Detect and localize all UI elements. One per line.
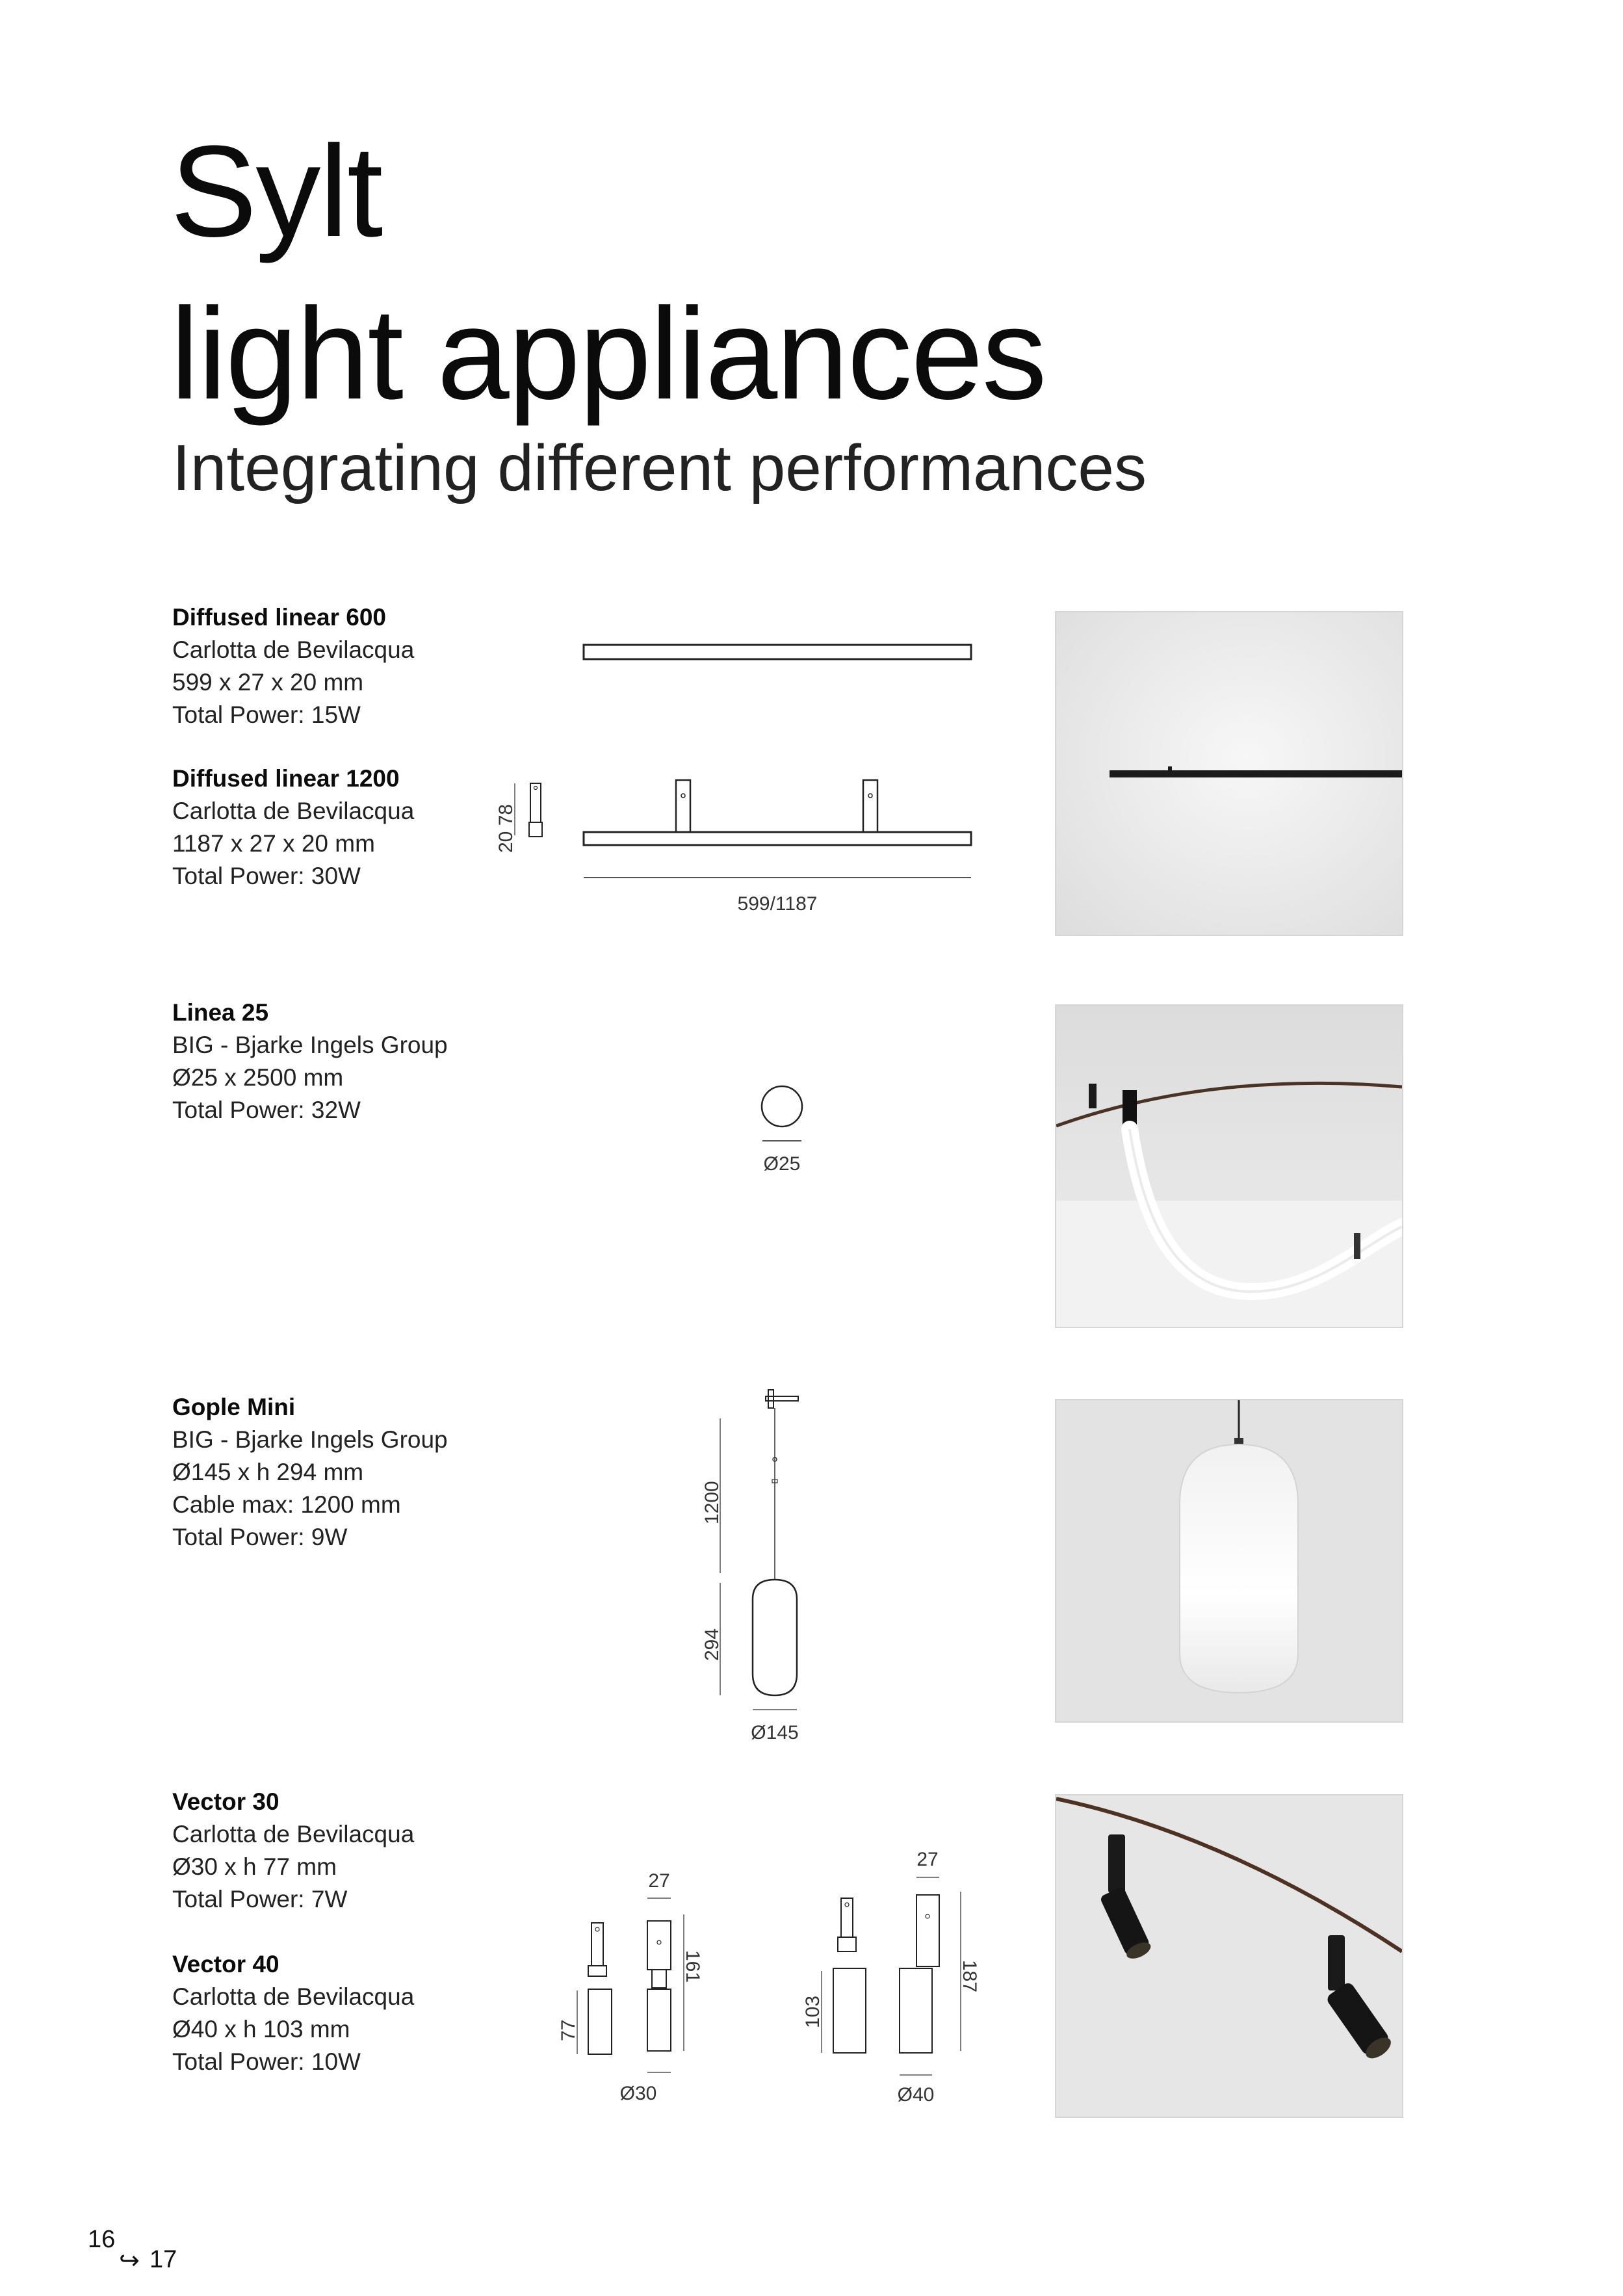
product-dimensions: Ø25 x 2500 mm xyxy=(172,1064,344,1091)
diffused-linear-photo xyxy=(1055,611,1403,936)
product-designer: Carlotta de Bevilacqua xyxy=(172,636,415,663)
product-designer: Carlotta de Bevilacqua xyxy=(172,1983,415,2010)
product-power: Total Power: 10W xyxy=(172,2048,361,2075)
v30-width-label: 27 xyxy=(648,1870,670,1892)
gople-cable-label: 1200 xyxy=(701,1481,723,1524)
linea-25-photo xyxy=(1055,1004,1403,1328)
product-dimensions: Ø30 x h 77 mm xyxy=(172,1853,337,1880)
product-power: Total Power: 9W xyxy=(172,1524,348,1550)
linear-length-label: 599/1187 xyxy=(737,893,818,915)
next-page-arrow-icon[interactable]: ↪ xyxy=(119,2247,140,2275)
v30-total-height-label: 161 xyxy=(682,1950,703,1983)
product-name: Vector 40 xyxy=(172,1951,279,1977)
spec-vector-40 xyxy=(172,1948,414,2078)
product-dimensions: Ø40 x h 103 mm xyxy=(172,2016,350,2042)
product-name: Gople Mini xyxy=(172,1394,296,1420)
product-dimensions: Ø145 x h 294 mm xyxy=(172,1459,364,1485)
product-name: Linea 25 xyxy=(172,999,269,1026)
product-cable: Cable max: 1200 mm xyxy=(172,1491,401,1518)
spec-gople-mini xyxy=(172,1391,448,1554)
gople-mini-photo xyxy=(1055,1399,1403,1723)
page-subtitle: Integrating different performances xyxy=(172,432,1147,504)
product-name: Diffused linear 600 xyxy=(172,604,387,631)
title-line-1: Sylt xyxy=(170,119,382,264)
product-power: Total Power: 7W xyxy=(172,1886,348,1912)
gople-mini-technical-drawing xyxy=(682,1385,838,1749)
spec-linea-25 xyxy=(172,997,448,1127)
v40-total-height-label: 187 xyxy=(959,1960,980,1993)
product-dimensions: 599 x 27 x 20 mm xyxy=(172,669,364,696)
vector-photo xyxy=(1055,1794,1403,2118)
product-designer: BIG - Bjarke Ingels Group xyxy=(172,1032,448,1058)
diffused-linear-technical-drawing xyxy=(468,624,988,923)
product-designer: Carlotta de Bevilacqua xyxy=(172,798,415,824)
title-line-2: light appliances xyxy=(170,281,1046,426)
v40-diameter-label: Ø40 xyxy=(897,2084,935,2106)
vector-30-technical-drawing xyxy=(533,1853,728,2113)
product-designer: BIG - Bjarke Ingels Group xyxy=(172,1426,448,1453)
linea-25-technical-drawing xyxy=(741,1073,832,1190)
product-power: Total Power: 15W xyxy=(172,701,361,728)
gople-height-label: 294 xyxy=(701,1628,723,1661)
product-power: Total Power: 30W xyxy=(172,863,361,889)
v40-body-height-label: 103 xyxy=(802,1995,824,2028)
page-number: 16 xyxy=(88,2226,116,2253)
next-page-number[interactable]: 17 xyxy=(149,2246,177,2273)
product-dimensions: 1187 x 27 x 20 mm xyxy=(172,830,375,857)
v30-diameter-label: Ø30 xyxy=(619,2083,657,2104)
linear-side-dims-label: 20 78 xyxy=(495,803,517,853)
page-title xyxy=(170,111,1046,436)
spec-vector-30 xyxy=(172,1786,414,1916)
product-designer: Carlotta de Bevilacqua xyxy=(172,1821,415,1847)
spec-diffused-linear-1200 xyxy=(172,763,414,893)
spec-diffused-linear-600 xyxy=(172,601,414,731)
product-power: Total Power: 32W xyxy=(172,1097,361,1123)
gople-diameter-label: Ø145 xyxy=(751,1722,799,1743)
product-name: Diffused linear 1200 xyxy=(172,765,400,792)
vector-40-technical-drawing xyxy=(767,1833,988,2113)
product-name: Vector 30 xyxy=(172,1788,279,1815)
v30-body-height-label: 77 xyxy=(558,2019,579,2041)
v40-width-label: 27 xyxy=(916,1849,939,1870)
linea-diameter-label: Ø25 xyxy=(763,1153,801,1175)
